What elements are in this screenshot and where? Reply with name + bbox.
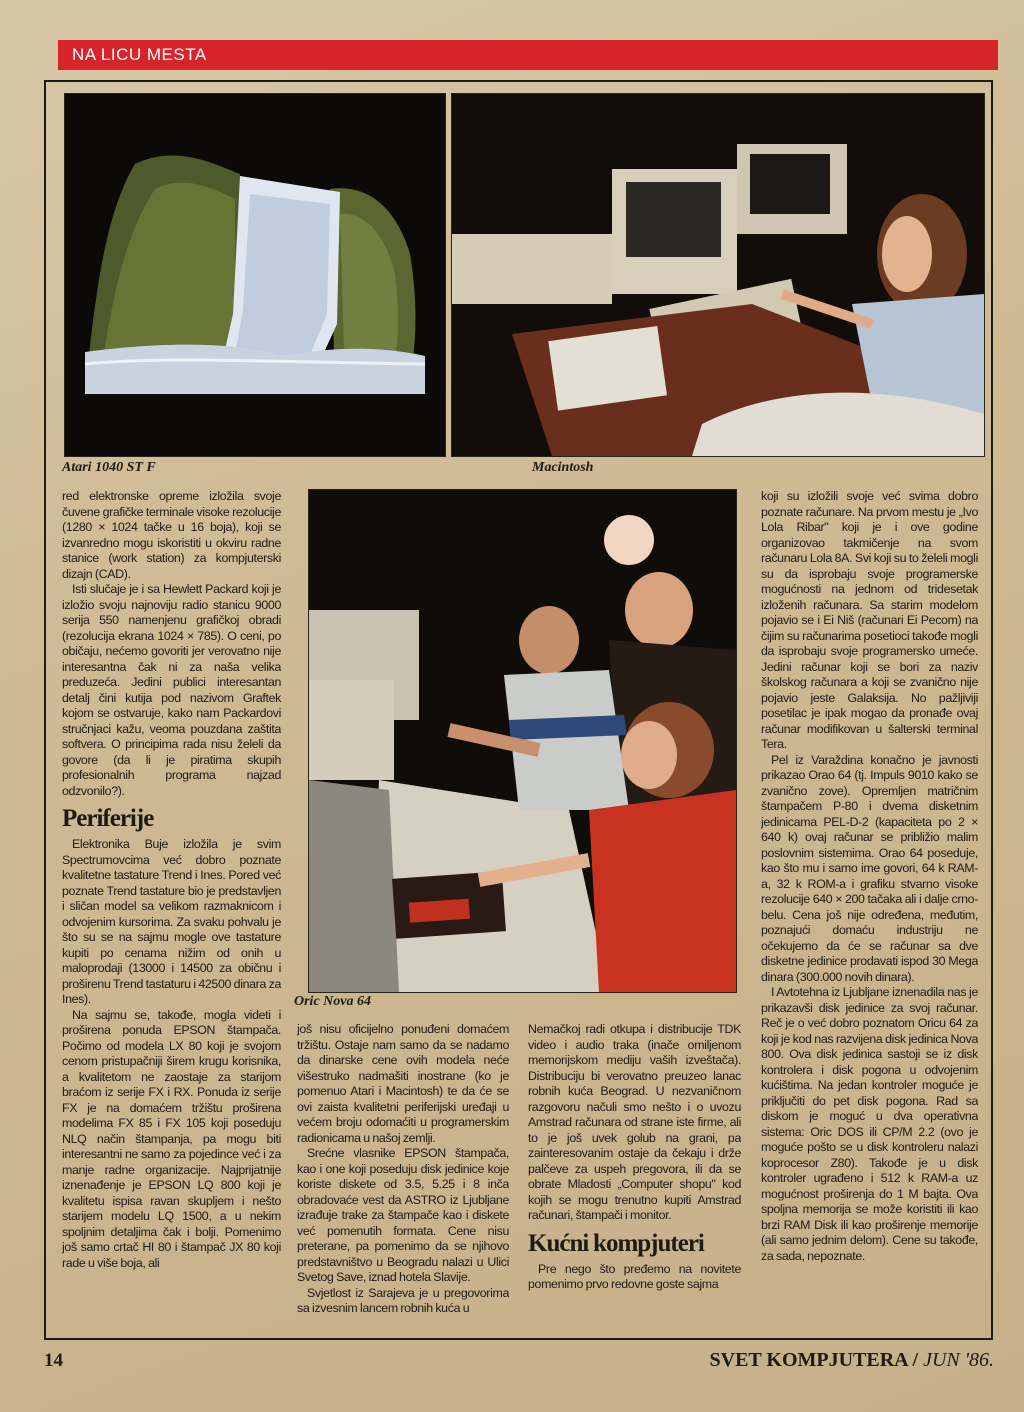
paragraph: Isti slučaje je i sa Hewlett Packard koji je izložio svoju najnoviju radio stanicu 9000 serija 550 namenjenu grafičkoj obradi (rezolucija ekrana 1024 × 785). O ceni, po običaju, nećemo govoriti jer verovatno nije interesantna čak ni za naša velika preduzeća. Jedini publici interesantan detalj čini kutija pod nazivom Graftek kojom se ostvaruje, kako nam Packardovi stručnjaci kažu, veoma pouzdana zaštita softvera. O principima rada nisu želeli da govore (da li je piratima skupih profesionalnih programa najzad odzvonilo?). bbox=[62, 582, 281, 798]
atari-photo bbox=[64, 93, 446, 457]
column-2 bbox=[297, 1022, 509, 1334]
paragraph: Pel iz Varaždina konačno je javnosti prikazao Orao 64 (tj. Impuls 9010 kako se zvanično zove). Opremljen matričnim štampačem P-80 i dvema disketnim jedinicama PEL-D-2 (kapaciteta po 2 × 640 k) ovaj računar se približio malim poslovnim sistemima. Orao 64 poseduje, kao što mu i samo ime govori, 64 k RAM-a, 32 k ROM-a i grafiku stvarno visoke rezolucije 640 × 200 tačaka ali i dalje crno-belu. Cena još nije određena, međutim, poznajući domaću industriju ne očekujemo da će se računar sa dve disketne jedinice prodavati ispod 30 Mega dinara (300.000 novih dinara). bbox=[761, 752, 978, 984]
magazine-footer bbox=[710, 1349, 995, 1372]
heading-periferije: Periferije bbox=[62, 805, 154, 832]
paragraph: Svjetlost iz Sarajeva je u pregovorima sa izvesnim lancem robnih kuća u bbox=[297, 1285, 509, 1315]
oric-photo bbox=[308, 489, 737, 993]
macintosh-caption: Macintosh bbox=[532, 460, 594, 475]
heading-kucni-kompjuteri: Kućni kompjuteri bbox=[528, 1229, 704, 1257]
paragraph: Elektronika Buje izložila je svim Spectrumovcima već dobro poznate kvalitetne tastature Trend i Ines. Pored već poznate Trend tastature bio je predstavljen i sličan model sa velikom razmaknicom i odvojenim kursorima. Za svaku pohvalu je što su se na sajmu mogle ove tastature kupiti po cenama nižim od onih u maloprodaji (13000 i 14500 za običnu i proširenu Trend tastaturu i 42500 dinara za Ines). bbox=[62, 837, 281, 1006]
macintosh-image bbox=[452, 94, 984, 456]
issue-date: JUN '86. bbox=[923, 1349, 994, 1371]
paragraph: I Avtotehna iz Ljubljane iznenadila nas je prikazavši disk jedinice za svoj računar. Reč je o već dobro poznatom Oricu 64 za koji je kod nas razvijena disk jedinica Nova 800. Ova disk jedinica sastoji se iz disk kontrolera i disk pogona u odvojenim kućištima. Na jedan kontroler moguće je priključiti do pet disk pogona. Rad sa diskom je moguć u dva operativna sistema: Oric DOS ili CP/M 2.2 (ovo je moguće pošto se u disk kontroleru nalazi koprocesor Z80). Takođe je u disk kontroler ugrađeno i 512 k RAM-a uz mogućnost proširenja do 1 M bajta. Ova spoljna memorija se može koristiti ili kao brzi RAM Disk ili kao proširenje memorije (ali samo jednim delom). Cene su takođe, za sada, nepoznate. bbox=[761, 985, 978, 1263]
magazine-name: SVET KOMPJUTERA / bbox=[709, 1349, 919, 1371]
column-1 bbox=[62, 489, 281, 1334]
column-3 bbox=[528, 1022, 741, 1334]
paragraph: Nemačkoj radi otkupa i distribucije TDK video i audio traka (inače omiljenom memorijskom mediju vaših izveštača). Distribuciju bi verovatno preuzeo lanac robnih kuća Beograd. U nezvaničnom razgovoru načuli smo nešto i o uvozu Amstrad računara od strane iste firme, ali to je još uvek golub na grani, pa zainteresovanim ostaje da čekaju i drže palčeve za uspeh pregovora, ili da se obrate Mladosti „Computer shopu" kod kojih se mogu trenutno kupiti Amstrad računari, štampači i monitor. bbox=[528, 1022, 741, 1222]
page-number: 14 bbox=[44, 1350, 63, 1371]
oric-caption: Oric Nova 64 bbox=[294, 994, 371, 1009]
atari-caption: Atari 1040 ST F bbox=[62, 460, 156, 475]
paragraph: koji su izložili svoje već svima dobro poznate računare. Na prvom mestu je „Ivo Lola Ribar" koji je i ove godine organizovao takmičenje na svom računaru Lola 8A. Svi koji su to želeli mogli su da isprobaju svoje programerske mogućnosti na jednom od tridesetak izloženih računara. Sa starim modelom pojavio se i Ei Niš (računari Ei Pecom) na čijim su računarima posetioci takođe mogli da isprobaju svoje programersko umeće. Jedini računar koji se bori za naziv školskog računara a koji se zvanično nije pojavio jeste Galaksija. No pažljiviji posetilac je ipak mogao da pronađe ovaj računar modifikovan u šalterski terminal Tera. bbox=[761, 489, 978, 751]
section-header: NA LICU MESTA bbox=[58, 40, 998, 70]
column-4 bbox=[761, 489, 978, 1334]
oric-nova-image bbox=[309, 490, 736, 992]
waterfall-image bbox=[65, 94, 445, 456]
paragraph: još nisu oficijelno ponuđeni domaćem tržištu. Ostaje nam samo da se nadamo da dinarske cene ovih modela neće višestruko nadmašiti inostrane (ko je pomenuo Atari i Macintosh) te da će se ovi zaista kvalitetni periferijski uređaji u većem broju odomaćiti u programerskim radionicama u našoj zemlji. bbox=[297, 1022, 509, 1145]
paragraph: red elektronske opreme izložila svoje čuvene grafičke terminale visoke rezolucije (1280 × 1024 tačke u 16 boja), koji se izvanredno mogu iskoristiti u okviru radne stanice (work station) za kompjuterski dizajn (CAD). bbox=[62, 489, 281, 581]
paragraph: Na sajmu se, takođe, mogla videti i proširena ponuda EPSON štampača. Počimo od modela LX 80 koji je svojom cenom pristupačniji širem krugu korisnika, a kvalitetom ne zaostaje za starijom braćom iz serije FX i RX. Ponuda iz serije FX je na domaćem tržištu proširena modelima FX 85 i FX 105 koji poseduju NLQ način štampanja, pa mogu biti interesantni ne samo za pojedince već i za manje radne organizacije. Najprijatnije iznenađenje je EPSON LQ 800 koji je kvalitetu ispisa ravan skupljem i nešto starijem modelu LQ 1500, a u nekim spoljnim detaljima čak i bolji. Pomenimo još samo crtač HI 80 i štampač JX 80 koji rade u više boja, ali bbox=[62, 1007, 281, 1270]
paragraph: Srećne vlasnike EPSON štampača, kao i one koji poseduju disk jedinice koje koriste diskete od 3.5, 5.25 i 8 inča obradovaće vest da ASTRO iz Ljubljane izrađuje trake za štampače kao i diskete već pomenutih formata. Cene nisu preterane, pa pomenimo da se njihovo predstavništvo u Beogradu nalazi u Ulici Svetog Save, iznad hotela Slavije. bbox=[297, 1146, 509, 1284]
macintosh-photo bbox=[451, 93, 985, 457]
paragraph: Pre nego što pređemo na novitete pomenimo prvo redovne goste sajma bbox=[528, 1261, 741, 1291]
